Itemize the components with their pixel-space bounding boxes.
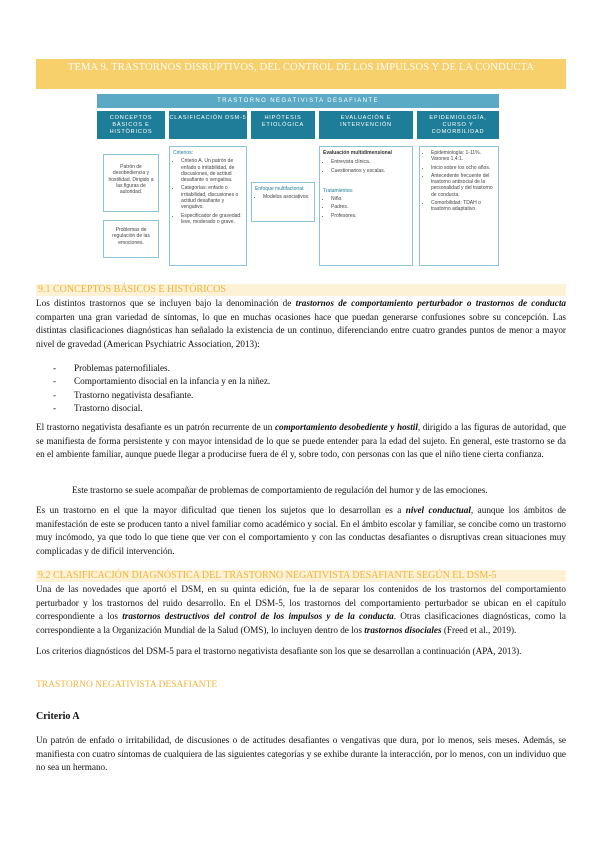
clasificacion-item: • Especificador de gravedad: leve, moderado o grave. bbox=[181, 213, 243, 226]
column-conceptos: CONCEPTOS BÁSICOS E HISTÓRICOS bbox=[97, 111, 165, 139]
clasificacion-box bbox=[169, 146, 247, 266]
column-etiologica: HIPÓTESIS ETIOLÓGICA bbox=[251, 111, 315, 139]
epidemiologia-box bbox=[419, 146, 499, 266]
text: comparten una gran variedad de síntomas, lo que en muchas ocasiones hace que puedan generarse confusiones sobre su concepción. Las distintas clasificaciones diagnósticas han señalado la existencia de un continuo, diferenciando entre cuatro grandes puntos de menor a mayor nivel de gravedad (American Psychiatric Association, 2013): bbox=[36, 311, 566, 349]
concept-map-header: TRASTORNO NEGATIVISTA DESAFIANTE bbox=[97, 94, 499, 108]
chapter-title: TEMA 9. TRASTORNOS DISRUPTIVOS, DEL CONTROL DE LOS IMPULSOS Y DE LA CONDUCTA bbox=[36, 59, 566, 89]
text: Una de las novedades que aportó el DSM, en su quinta edición, fue la de separar los contenidos de los trastornos del comportamiento perturbador y los trastornos del ruido desarrollo. En el DSM-5, los trastornos del comportamiento perturbador se ubican en el capítulo correspondiente a los bbox=[36, 584, 566, 622]
paragraph-criteria-intro: Los criterios diagnósticos del DSM-5 para el trastorno negativista desafiante son los que se desarrollan a continuación (APA, 2013). bbox=[36, 646, 522, 656]
text: Es un trastorno en el que la mayor dificultad que tienen los sujetos que lo desarrollan es a bbox=[36, 505, 406, 515]
paragraph-behaviour bbox=[36, 504, 566, 558]
paragraph-regulation: Este trastorno se suele acompañar de problemas de comportamiento de regulación del humor y de las emociones. bbox=[72, 485, 488, 495]
tratamientos-item: • Niño. bbox=[331, 196, 409, 202]
bold-term: trastornos de comportamiento perturbador o trastornos de conducta bbox=[295, 298, 567, 308]
bold-term: trastornos destructivos del control de los impulsos y de la conducta bbox=[122, 611, 394, 622]
paragraph-dsm5 bbox=[36, 583, 566, 637]
clasificacion-item: • Categorías: enfado o irritabilidad, discusiones o actitud desafiante y vengativo. bbox=[181, 185, 243, 210]
criterio-a-heading: Criterio A bbox=[36, 711, 80, 722]
subheading-tnd: TRASTORNO NEGATIVISTA DESAFIANTE bbox=[36, 680, 218, 690]
conceptos-box-1: Patrón de desobediencia y hostilidad. Dirigido a las figuras de autoridad. bbox=[103, 154, 159, 212]
epidemiologia-item: • Inicio sobre los ocho años. bbox=[431, 165, 495, 171]
column-epidemiologia: EPIDEMIOLOGÍA, CURSO Y COMORBILIDAD bbox=[417, 111, 499, 139]
epidemiologia-item: • Comorbilidad: TDAH o trastorno adaptativo. bbox=[431, 200, 495, 213]
bold-term: nivel conductual bbox=[405, 505, 471, 515]
column-evaluacion: EVALUACIÓN E INTERVENCIÓN bbox=[319, 111, 413, 139]
list-item: - Problemas paternofiliales. bbox=[56, 362, 270, 375]
list-item: - Trastorno negativista desafiante. bbox=[56, 389, 270, 402]
section-heading-9-1: 9.1 CONCEPTOS BÁSICOS E HISTÓRICOS bbox=[36, 284, 566, 296]
text: Los distintos trastornos que se incluyen bajo la denominación de bbox=[36, 298, 296, 308]
clasificacion-item: • Criterio A. Un patrón de enfado o irritabilidad, de discusiones, de actitud desafiante o vengativa. bbox=[181, 158, 243, 183]
tratamientos-item: • Padres. bbox=[331, 204, 409, 210]
bold-term: trastornos disociales bbox=[364, 624, 442, 635]
clasificacion-label: Criterios: bbox=[173, 150, 194, 156]
text: El trastorno negativista desafiante es un patrón recurrente de un bbox=[36, 422, 275, 432]
epidemiologia-item: • Epidemiología: 1-11%. Varones 1,4:1. bbox=[431, 150, 495, 163]
text: . Otras clasificaciones diagnósticas, como la correspondiente a la Organización Mundial de la Salud (OMS), lo incluyen dentro de los bbox=[36, 611, 566, 635]
conceptos-box-2: Problemas de regulación de las emociones. bbox=[103, 220, 159, 258]
paragraph-intro bbox=[36, 297, 566, 351]
text: , dirigido a las figuras de autoridad, que se manifiesta de forma persistente y con mayor intensidad de lo que se puede entender para la edad del sujeto. En general, este trastorno se da en el ambiente familiar, aunque puede llegar a producirse fuera de él y, sobre todo, con personas con las que el niño tiene cierta confianza. bbox=[36, 422, 566, 460]
evaluacion-box bbox=[319, 146, 413, 266]
etiologica-box bbox=[251, 182, 315, 222]
column-clasificacion: CLASIFICACIÓN DSM-5 bbox=[169, 111, 247, 139]
evaluacion-label: Evaluación multidimensional bbox=[323, 150, 392, 156]
etiologica-item: • Modelos asociativos. bbox=[263, 194, 311, 200]
evaluacion-item: • Entrevista clínica. bbox=[331, 159, 409, 165]
list-item: - Trastorno disocial. bbox=[56, 402, 270, 415]
text: , aunque los ámbitos de manifestación de este se producen tanto a nivel familiar como académico y social. En el ámbito escolar y familiar, se concibe como un trastorno muy incómodo, ya que todo lo que tiene que ver con el comportamiento y con las conductas desafiantes o disruptivas crean situaciones muy complicadas y de difícil intervención. bbox=[36, 505, 566, 556]
list-item: - Comportamiento disocial en la infancia y en la niñez. bbox=[56, 375, 270, 388]
tratamientos-label: Tratamientos: bbox=[323, 187, 354, 194]
text: (Freed et al., 2019). bbox=[441, 624, 517, 635]
evaluacion-item: • Cuestionarios y escalas. bbox=[331, 168, 409, 174]
tratamientos-item: • Profesores. bbox=[331, 213, 409, 219]
paragraph-criterio-a: Un patrón de enfado o irritabilidad, de discusiones o de actitudes desafiantes o vengativas que dura, por lo menos, seis meses. Además, se manifiesta con cuatro síntomas de cualquiera de las siguientes categorías y se exhibe durante la interacción, por lo menos, con un individuo que no sea un hermano. bbox=[36, 735, 566, 773]
etiologica-label: Enfoque multifactorial: bbox=[255, 186, 305, 192]
bold-term: comportamiento desobediente y hostil bbox=[274, 422, 418, 432]
paragraph-definition bbox=[36, 421, 566, 462]
concept-map bbox=[97, 94, 499, 266]
section-heading-9-2: 9.2 CLASIFICACIÓN DIAGNÓSTICA DEL TRASTORNO NEGATIVISTA DESAFIANTE SEGÚN EL DSM-5 bbox=[36, 570, 566, 582]
severity-list bbox=[56, 362, 270, 416]
epidemiologia-item: • Antecedente frecuente del trastorno antisocial de la personalidad y del trastorno de conducta. bbox=[431, 173, 495, 198]
